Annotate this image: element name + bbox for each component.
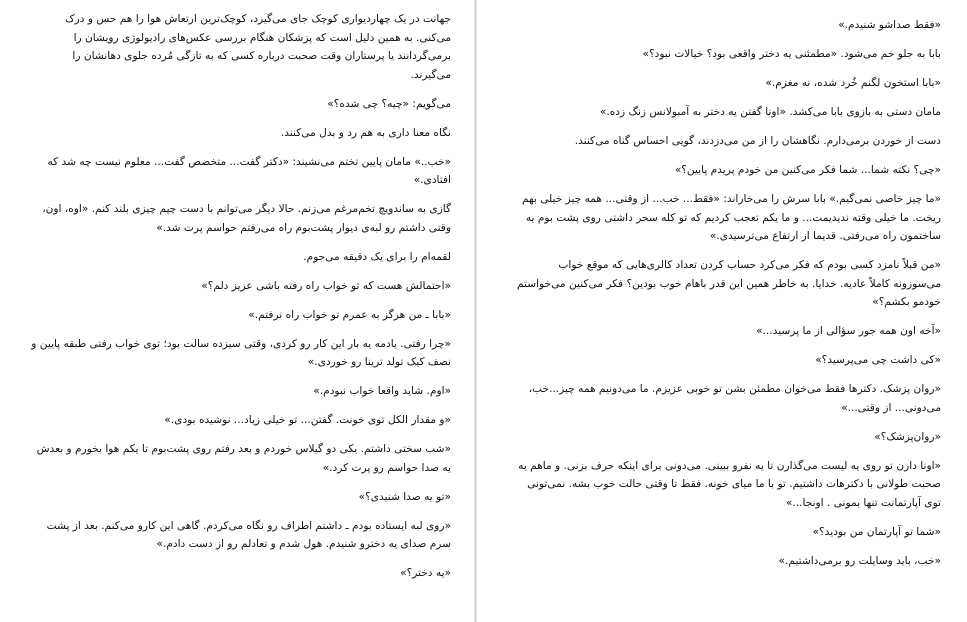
paragraph: «تو یه صدا شنیدی؟» — [358, 490, 451, 503]
paragraph: «روان‌پزشک؟» — [874, 430, 941, 443]
paragraph: «چی؟ نکته شما... شما فکر می‌کنین من خودم پریدم پایین؟» — [674, 164, 941, 176]
paragraph: «خب، باید وسایلت رو برمی‌داشتیم.» — [778, 554, 941, 567]
paragraph: «روی لبه ایستاده بودم ـ داشتم اطراف رو نگاه می‌کردم. گاهی این کارو می‌کنم. بعد از پشت سرم صدای یه دخترو شنیدم. هول شدم و تعادلم رو از دست دادم.» — [46, 519, 451, 550]
paragraph: «احتمالش هست که تو خواب راه رفته باشی عزیز دلم؟» — [201, 279, 451, 292]
paragraph: «بابا ـ من هرگز به عمرم تو خواب راه نرفتم.» — [248, 308, 451, 321]
paragraph: «یه دختر؟» — [400, 567, 451, 579]
paragraph: «روان پزشک. دکترها فقط می‌خوان مطمئن بشن تو خوبی عزیزم. ما می‌دونیم همه چیز...خب، می‌دونی... از وقتی...» — [528, 383, 941, 414]
paragraph: جهانت در یک چهاردیواری کوچک جای می‌گیرد، کوچک‌ترین ارتعاش هوا را هم حس و درک می‌کنی. به همین دلیل است که پزشکان هنگام بررسی عکس‌های رادیولوژی رویشان را برمی‌گردانند یا پرستاران وقت صحبت درباره کسی که به تازگی مُرده جلوی دهانشان را می‌گیرند. — [65, 13, 451, 81]
paragraph: «بابا استخون لگنم خُرد شده، نه مغزم.» — [765, 77, 941, 89]
paragraph: دست از خوردن برمی‌دارم. نگاهشان را از من می‌دزدند، گویی احساس گناه می‌کنند. — [574, 135, 941, 147]
paragraph: «آخه اون همه جور سؤالی از ما پرسید...» — [756, 325, 941, 337]
paragraph: «اوم. شاید واقعا خواب نبودم.» — [313, 385, 451, 397]
paragraph: مامان دستی به بازوی بابا می‌کشد. «اونا گفتن یه دختر به آمبولانس زنگ زده.» — [599, 106, 941, 118]
paragraph: «ما چیز خاصی نمی‌گیم.» بابا سرش را می‌خاراند: «فقط... خب... از وقتی... همه چیز خیلی بهم ریخت. ما خیلی وقته ندیدیمت... و ما یکم تعجب کردیم که تو کله سحر داشتی روی پشت بوم یه ساختمون راه می‌رفتی. قدیما از ارتفاع می‌ترسیدی.» — [521, 193, 941, 242]
paragraph: «شب سختی داشتم. یکی دو گیلاس خوردم و بعد رفتم روی پشت‌بوم تا یکم هوا بخورم و بعدش یه صدا حواسم رو پرت کرد.» — [36, 443, 451, 474]
paragraph: «و مقدار الکل توی خونت. گفتن... تو خیلی زیاد... نوشیده بودی.» — [164, 414, 451, 426]
paragraph: نگاه معنا داری به هم رد و بدل می‌کنند. — [280, 126, 451, 139]
paragraph: «فقط صداشو شنیدم.» — [838, 19, 941, 31]
paragraph: «خب..» مامان پایین تختم می‌نشیند: «دکتر گفت... متخصص گفت... معلوم نیست چه شد که افتادی.» — [47, 155, 451, 186]
paragraph: «شما تو آپارتمان من بودید؟» — [812, 525, 941, 538]
left-page — [0, 0, 475, 622]
paragraph: گازی به ساندویچ تخم‌مرغم می‌زنم. حالا دیگر می‌توانم با دست چپم چیزی بلند کنم. «اوه، اون، وقتی داشتم رو لبه‌ی دیوار پشت‌بوم راه می‌رفتم حواسم پرت شد.» — [42, 203, 451, 234]
paragraph: بابا به جلو خم می‌شود. «مطمئنی یه دختر واقعی بود؟ خیالات نبود؟» — [642, 48, 941, 60]
paragraph: می‌گویم: «چیه؟ چی شده؟» — [327, 97, 451, 110]
paragraph: «من قبلاً نامزد کسی بودم که فکر می‌کرد حساب کردن تعداد کالری‌هایی که موقع خواب می‌سوزونه کاملاً عادیه. خدایا. به خاطر همین این قدر باهام خوب بودین؟ فکر می‌کنین می‌خواستم خودمو بکشم؟» — [516, 259, 941, 308]
paragraph: لقمه‌ام را برای یک دقیقه می‌جوم. — [303, 250, 451, 263]
paragraph: «اونا دارن تو روی یه لیست می‌گذارن تا یه نفرو ببینی. می‌دونی برای اینکه حرف بزنی. و ماهم یه صحبت طولانی با دکترهات داشتیم. تو با ما میای خونه. فقط تا وقتی حالت خوب بشه. نمی‌تونی توی آپارتمانت تنها بمونی . اونجا...» — [518, 459, 941, 509]
paragraph: «کی داشت چی می‌پرسید؟» — [815, 354, 941, 366]
paragraph: «چرا رفتی. یادمه یه بار این کار رو کردی، وقتی سیزده سالت بود؛ توی خواب رفتی طبقه پایین و نصف کیک تولد ترینا رو خوردی.» — [31, 337, 451, 368]
right-page — [477, 0, 967, 622]
